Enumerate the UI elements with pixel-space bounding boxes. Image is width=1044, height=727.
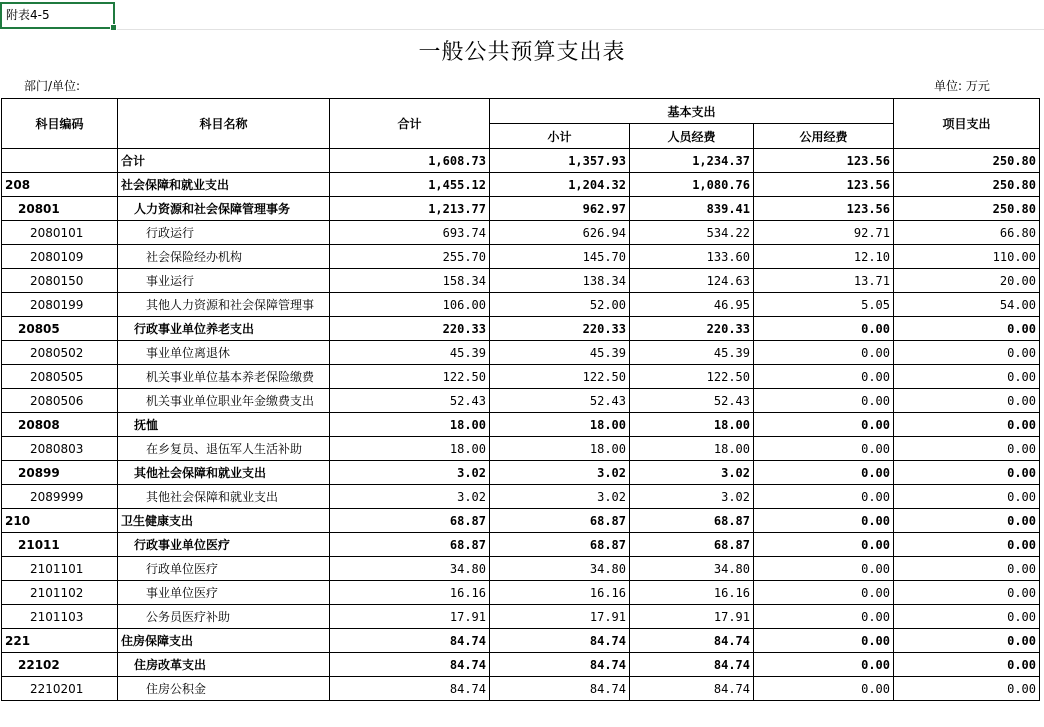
cell-code[interactable]: 208 (2, 173, 118, 197)
cell-public[interactable]: 0.00 (754, 365, 894, 389)
cell-total[interactable]: 34.80 (330, 557, 490, 581)
table-row (2, 461, 1040, 485)
table-row (2, 605, 1040, 629)
cell-code[interactable]: 20899 (2, 461, 118, 485)
cell-name[interactable]: 行政运行 (118, 221, 330, 245)
selected-cell[interactable] (0, 2, 115, 29)
cell-total[interactable]: 18.00 (330, 413, 490, 437)
cell-subtotal[interactable]: 84.74 (490, 629, 630, 653)
cell-subtotal[interactable]: 1,204.32 (490, 173, 630, 197)
table-row (2, 149, 1040, 173)
cell-personnel[interactable]: 839.41 (630, 197, 754, 221)
cell-subtotal[interactable]: 84.74 (490, 677, 630, 701)
cell-public[interactable]: 0.00 (754, 677, 894, 701)
cell-total[interactable]: 1,455.12 (330, 173, 490, 197)
table-row (2, 509, 1040, 533)
cell-project[interactable]: 0.00 (894, 533, 1040, 557)
cell-name[interactable]: 卫生健康支出 (118, 509, 330, 533)
table-row (2, 173, 1040, 197)
cell-subtotal[interactable]: 16.16 (490, 581, 630, 605)
cell-code[interactable]: 210 (2, 509, 118, 533)
cell-total[interactable]: 1,608.73 (330, 149, 490, 173)
fill-handle[interactable] (110, 24, 117, 31)
cell-project[interactable]: 0.00 (894, 677, 1040, 701)
table-row (2, 581, 1040, 605)
header-subtotal[interactable]: 小计 (490, 124, 630, 149)
cell-code[interactable]: 2080505 (2, 365, 118, 389)
cell-personnel[interactable]: 1,234.37 (630, 149, 754, 173)
cell-name[interactable]: 机关事业单位基本养老保险缴费 (118, 365, 330, 389)
table-row (2, 677, 1040, 701)
cell-project[interactable]: 0.00 (894, 485, 1040, 509)
cell-code[interactable]: 20805 (2, 317, 118, 341)
table-body (2, 149, 1040, 701)
cell-code[interactable]: 2101102 (2, 581, 118, 605)
cell-name[interactable]: 机关事业单位职业年金缴费支出 (118, 389, 330, 413)
cell-name[interactable]: 社会保险经办机构 (118, 245, 330, 269)
table-row (2, 293, 1040, 317)
cell-personnel[interactable]: 133.60 (630, 245, 754, 269)
cell-code[interactable]: 20808 (2, 413, 118, 437)
cell-total[interactable]: 52.43 (330, 389, 490, 413)
cell-code[interactable]: 2080803 (2, 437, 118, 461)
cell-name[interactable]: 住房公积金 (118, 677, 330, 701)
cell-name[interactable]: 行政事业单位医疗 (118, 533, 330, 557)
cell-project[interactable]: 0.00 (894, 341, 1040, 365)
cell-public[interactable]: 0.00 (754, 485, 894, 509)
cell-project[interactable]: 0.00 (894, 389, 1040, 413)
cell-code[interactable]: 2101101 (2, 557, 118, 581)
cell-project[interactable]: 0.00 (894, 557, 1040, 581)
cell-public[interactable]: 123.56 (754, 149, 894, 173)
unit-label: 单位: 万元 (934, 79, 990, 93)
cell-subtotal[interactable]: 18.00 (490, 413, 630, 437)
header-basic[interactable]: 基本支出 (490, 99, 894, 124)
cell-public[interactable]: 0.00 (754, 341, 894, 365)
table-row (2, 629, 1040, 653)
cell-total[interactable]: 18.00 (330, 437, 490, 461)
cell-subtotal[interactable]: 52.43 (490, 389, 630, 413)
cell-personnel[interactable]: 3.02 (630, 485, 754, 509)
cell-project[interactable]: 0.00 (894, 365, 1040, 389)
cell-personnel[interactable]: 122.50 (630, 365, 754, 389)
cell-project[interactable]: 20.00 (894, 269, 1040, 293)
cell-public[interactable]: 0.00 (754, 629, 894, 653)
cell-public[interactable]: 0.00 (754, 581, 894, 605)
cell-subtotal[interactable]: 626.94 (490, 221, 630, 245)
table-row (2, 197, 1040, 221)
cell-project[interactable]: 250.80 (894, 173, 1040, 197)
cell-name[interactable]: 住房改革支出 (118, 653, 330, 677)
cell-code[interactable]: 2080506 (2, 389, 118, 413)
cell-total[interactable]: 255.70 (330, 245, 490, 269)
cell-public[interactable]: 0.00 (754, 437, 894, 461)
cell-project[interactable]: 250.80 (894, 197, 1040, 221)
cell-name[interactable]: 其他社会保障和就业支出 (118, 461, 330, 485)
cell-code[interactable]: 2101103 (2, 605, 118, 629)
cell-project[interactable]: 66.80 (894, 221, 1040, 245)
cell-personnel[interactable]: 68.87 (630, 509, 754, 533)
cell-public[interactable]: 12.10 (754, 245, 894, 269)
cell-subtotal[interactable]: 122.50 (490, 365, 630, 389)
page-title: 一般公共预算支出表 (418, 40, 626, 65)
cell-code[interactable]: 2080150 (2, 269, 118, 293)
cell-name[interactable]: 抚恤 (118, 413, 330, 437)
cell-personnel[interactable]: 84.74 (630, 653, 754, 677)
cell-subtotal[interactable]: 52.00 (490, 293, 630, 317)
cell-total[interactable]: 84.74 (330, 653, 490, 677)
cell-subtotal[interactable]: 3.02 (490, 461, 630, 485)
cell-subtotal[interactable]: 17.91 (490, 605, 630, 629)
sheet-tag: 附表4-5 (6, 8, 50, 22)
cell-subtotal[interactable]: 68.87 (490, 509, 630, 533)
cell-subtotal[interactable]: 220.33 (490, 317, 630, 341)
cell-public[interactable]: 0.00 (754, 557, 894, 581)
cell-name[interactable]: 其他人力资源和社会保障管理事 (118, 293, 330, 317)
cell-name[interactable]: 社会保障和就业支出 (118, 173, 330, 197)
cell-code[interactable]: 2080502 (2, 341, 118, 365)
cell-personnel[interactable]: 18.00 (630, 413, 754, 437)
cell-name[interactable]: 人力资源和社会保障管理事务 (118, 197, 330, 221)
cell-code[interactable]: 22102 (2, 653, 118, 677)
cell-total[interactable]: 158.34 (330, 269, 490, 293)
table-row (2, 365, 1040, 389)
header-code[interactable]: 科目编码 (2, 99, 118, 149)
cell-code[interactable]: 21011 (2, 533, 118, 557)
cell-project[interactable]: 0.00 (894, 317, 1040, 341)
cell-public[interactable]: 123.56 (754, 197, 894, 221)
cell-project[interactable]: 250.80 (894, 149, 1040, 173)
cell-subtotal[interactable]: 84.74 (490, 653, 630, 677)
cell-total[interactable]: 3.02 (330, 461, 490, 485)
cell-total[interactable]: 45.39 (330, 341, 490, 365)
cell-code[interactable]: 20801 (2, 197, 118, 221)
cell-name[interactable]: 事业运行 (118, 269, 330, 293)
cell-code[interactable]: 2210201 (2, 677, 118, 701)
cell-personnel[interactable]: 3.02 (630, 461, 754, 485)
cell-public[interactable]: 0.00 (754, 605, 894, 629)
cell-project[interactable]: 0.00 (894, 581, 1040, 605)
cell-personnel[interactable]: 17.91 (630, 605, 754, 629)
cell-public[interactable]: 0.00 (754, 389, 894, 413)
cell-subtotal[interactable]: 45.39 (490, 341, 630, 365)
cell-code[interactable]: 2080109 (2, 245, 118, 269)
cell-subtotal[interactable]: 3.02 (490, 485, 630, 509)
cell-name[interactable]: 其他社会保障和就业支出 (118, 485, 330, 509)
table-row (2, 557, 1040, 581)
cell-subtotal[interactable]: 18.00 (490, 437, 630, 461)
cell-subtotal[interactable]: 145.70 (490, 245, 630, 269)
table-row (2, 389, 1040, 413)
cell-public[interactable]: 0.00 (754, 533, 894, 557)
cell-public[interactable]: 92.71 (754, 221, 894, 245)
table-row (2, 653, 1040, 677)
header-total[interactable]: 合计 (330, 99, 490, 149)
cell-total[interactable]: 84.74 (330, 677, 490, 701)
cell-personnel[interactable]: 45.39 (630, 341, 754, 365)
cell-public[interactable]: 5.05 (754, 293, 894, 317)
cell-code[interactable]: 221 (2, 629, 118, 653)
cell-project[interactable]: 0.00 (894, 629, 1040, 653)
cell-project[interactable]: 54.00 (894, 293, 1040, 317)
cell-name[interactable]: 行政单位医疗 (118, 557, 330, 581)
table-row (2, 341, 1040, 365)
cell-total[interactable]: 106.00 (330, 293, 490, 317)
cell-public[interactable]: 0.00 (754, 317, 894, 341)
cell-project[interactable]: 0.00 (894, 461, 1040, 485)
cell-code[interactable]: 2080199 (2, 293, 118, 317)
cell-total[interactable]: 220.33 (330, 317, 490, 341)
cell-total[interactable]: 68.87 (330, 533, 490, 557)
cell-code[interactable]: 2080101 (2, 221, 118, 245)
cell-public[interactable]: 13.71 (754, 269, 894, 293)
cell-public[interactable]: 0.00 (754, 413, 894, 437)
cell-total[interactable]: 1,213.77 (330, 197, 490, 221)
table-row (2, 269, 1040, 293)
cell-total[interactable]: 122.50 (330, 365, 490, 389)
table-row (2, 245, 1040, 269)
header-project[interactable]: 项目支出 (894, 99, 1040, 149)
cell-personnel[interactable]: 534.22 (630, 221, 754, 245)
table-row (2, 317, 1040, 341)
cell-name[interactable]: 行政事业单位养老支出 (118, 317, 330, 341)
cell-public[interactable]: 0.00 (754, 461, 894, 485)
cell-public[interactable]: 123.56 (754, 173, 894, 197)
cell-personnel[interactable]: 124.63 (630, 269, 754, 293)
cell-personnel[interactable]: 18.00 (630, 437, 754, 461)
table-row (2, 221, 1040, 245)
cell-total[interactable]: 84.74 (330, 629, 490, 653)
department-label: 部门/单位: (24, 79, 81, 93)
cell-project[interactable]: 0.00 (894, 413, 1040, 437)
cell-code[interactable]: 2089999 (2, 485, 118, 509)
cell-public[interactable]: 0.00 (754, 653, 894, 677)
header-grid-row (117, 2, 1044, 30)
cell-subtotal[interactable]: 34.80 (490, 557, 630, 581)
cell-project[interactable]: 0.00 (894, 653, 1040, 677)
cell-total[interactable]: 68.87 (330, 509, 490, 533)
cell-subtotal[interactable]: 1,357.93 (490, 149, 630, 173)
cell-total[interactable]: 693.74 (330, 221, 490, 245)
cell-personnel[interactable]: 220.33 (630, 317, 754, 341)
cell-personnel[interactable]: 34.80 (630, 557, 754, 581)
cell-project[interactable]: 0.00 (894, 509, 1040, 533)
cell-name[interactable]: 住房保障支出 (118, 629, 330, 653)
table-row (2, 533, 1040, 557)
cell-personnel[interactable]: 84.74 (630, 629, 754, 653)
cell-total[interactable]: 17.91 (330, 605, 490, 629)
cell-name[interactable]: 事业单位医疗 (118, 581, 330, 605)
cell-personnel[interactable]: 1,080.76 (630, 173, 754, 197)
cell-name[interactable]: 在乡复员、退伍军人生活补助 (118, 437, 330, 461)
cell-subtotal[interactable]: 68.87 (490, 533, 630, 557)
table-row (2, 437, 1040, 461)
table-row (2, 413, 1040, 437)
cell-project[interactable]: 110.00 (894, 245, 1040, 269)
cell-personnel[interactable]: 68.87 (630, 533, 754, 557)
cell-project[interactable]: 0.00 (894, 437, 1040, 461)
cell-subtotal[interactable]: 962.97 (490, 197, 630, 221)
table-row (2, 485, 1040, 509)
cell-total[interactable]: 3.02 (330, 485, 490, 509)
cell-project[interactable]: 0.00 (894, 605, 1040, 629)
cell-personnel[interactable]: 52.43 (630, 389, 754, 413)
budget-table (1, 98, 1040, 701)
cell-personnel[interactable]: 16.16 (630, 581, 754, 605)
cell-personnel[interactable]: 46.95 (630, 293, 754, 317)
cell-name[interactable]: 公务员医疗补助 (118, 605, 330, 629)
header-name[interactable]: 科目名称 (118, 99, 330, 149)
header-public[interactable]: 公用经费 (754, 124, 894, 149)
header-personnel[interactable]: 人员经费 (630, 124, 754, 149)
cell-code[interactable] (2, 149, 118, 173)
cell-name[interactable]: 合计 (118, 149, 330, 173)
cell-personnel[interactable]: 84.74 (630, 677, 754, 701)
cell-public[interactable]: 0.00 (754, 509, 894, 533)
cell-subtotal[interactable]: 138.34 (490, 269, 630, 293)
cell-total[interactable]: 16.16 (330, 581, 490, 605)
cell-name[interactable]: 事业单位离退休 (118, 341, 330, 365)
